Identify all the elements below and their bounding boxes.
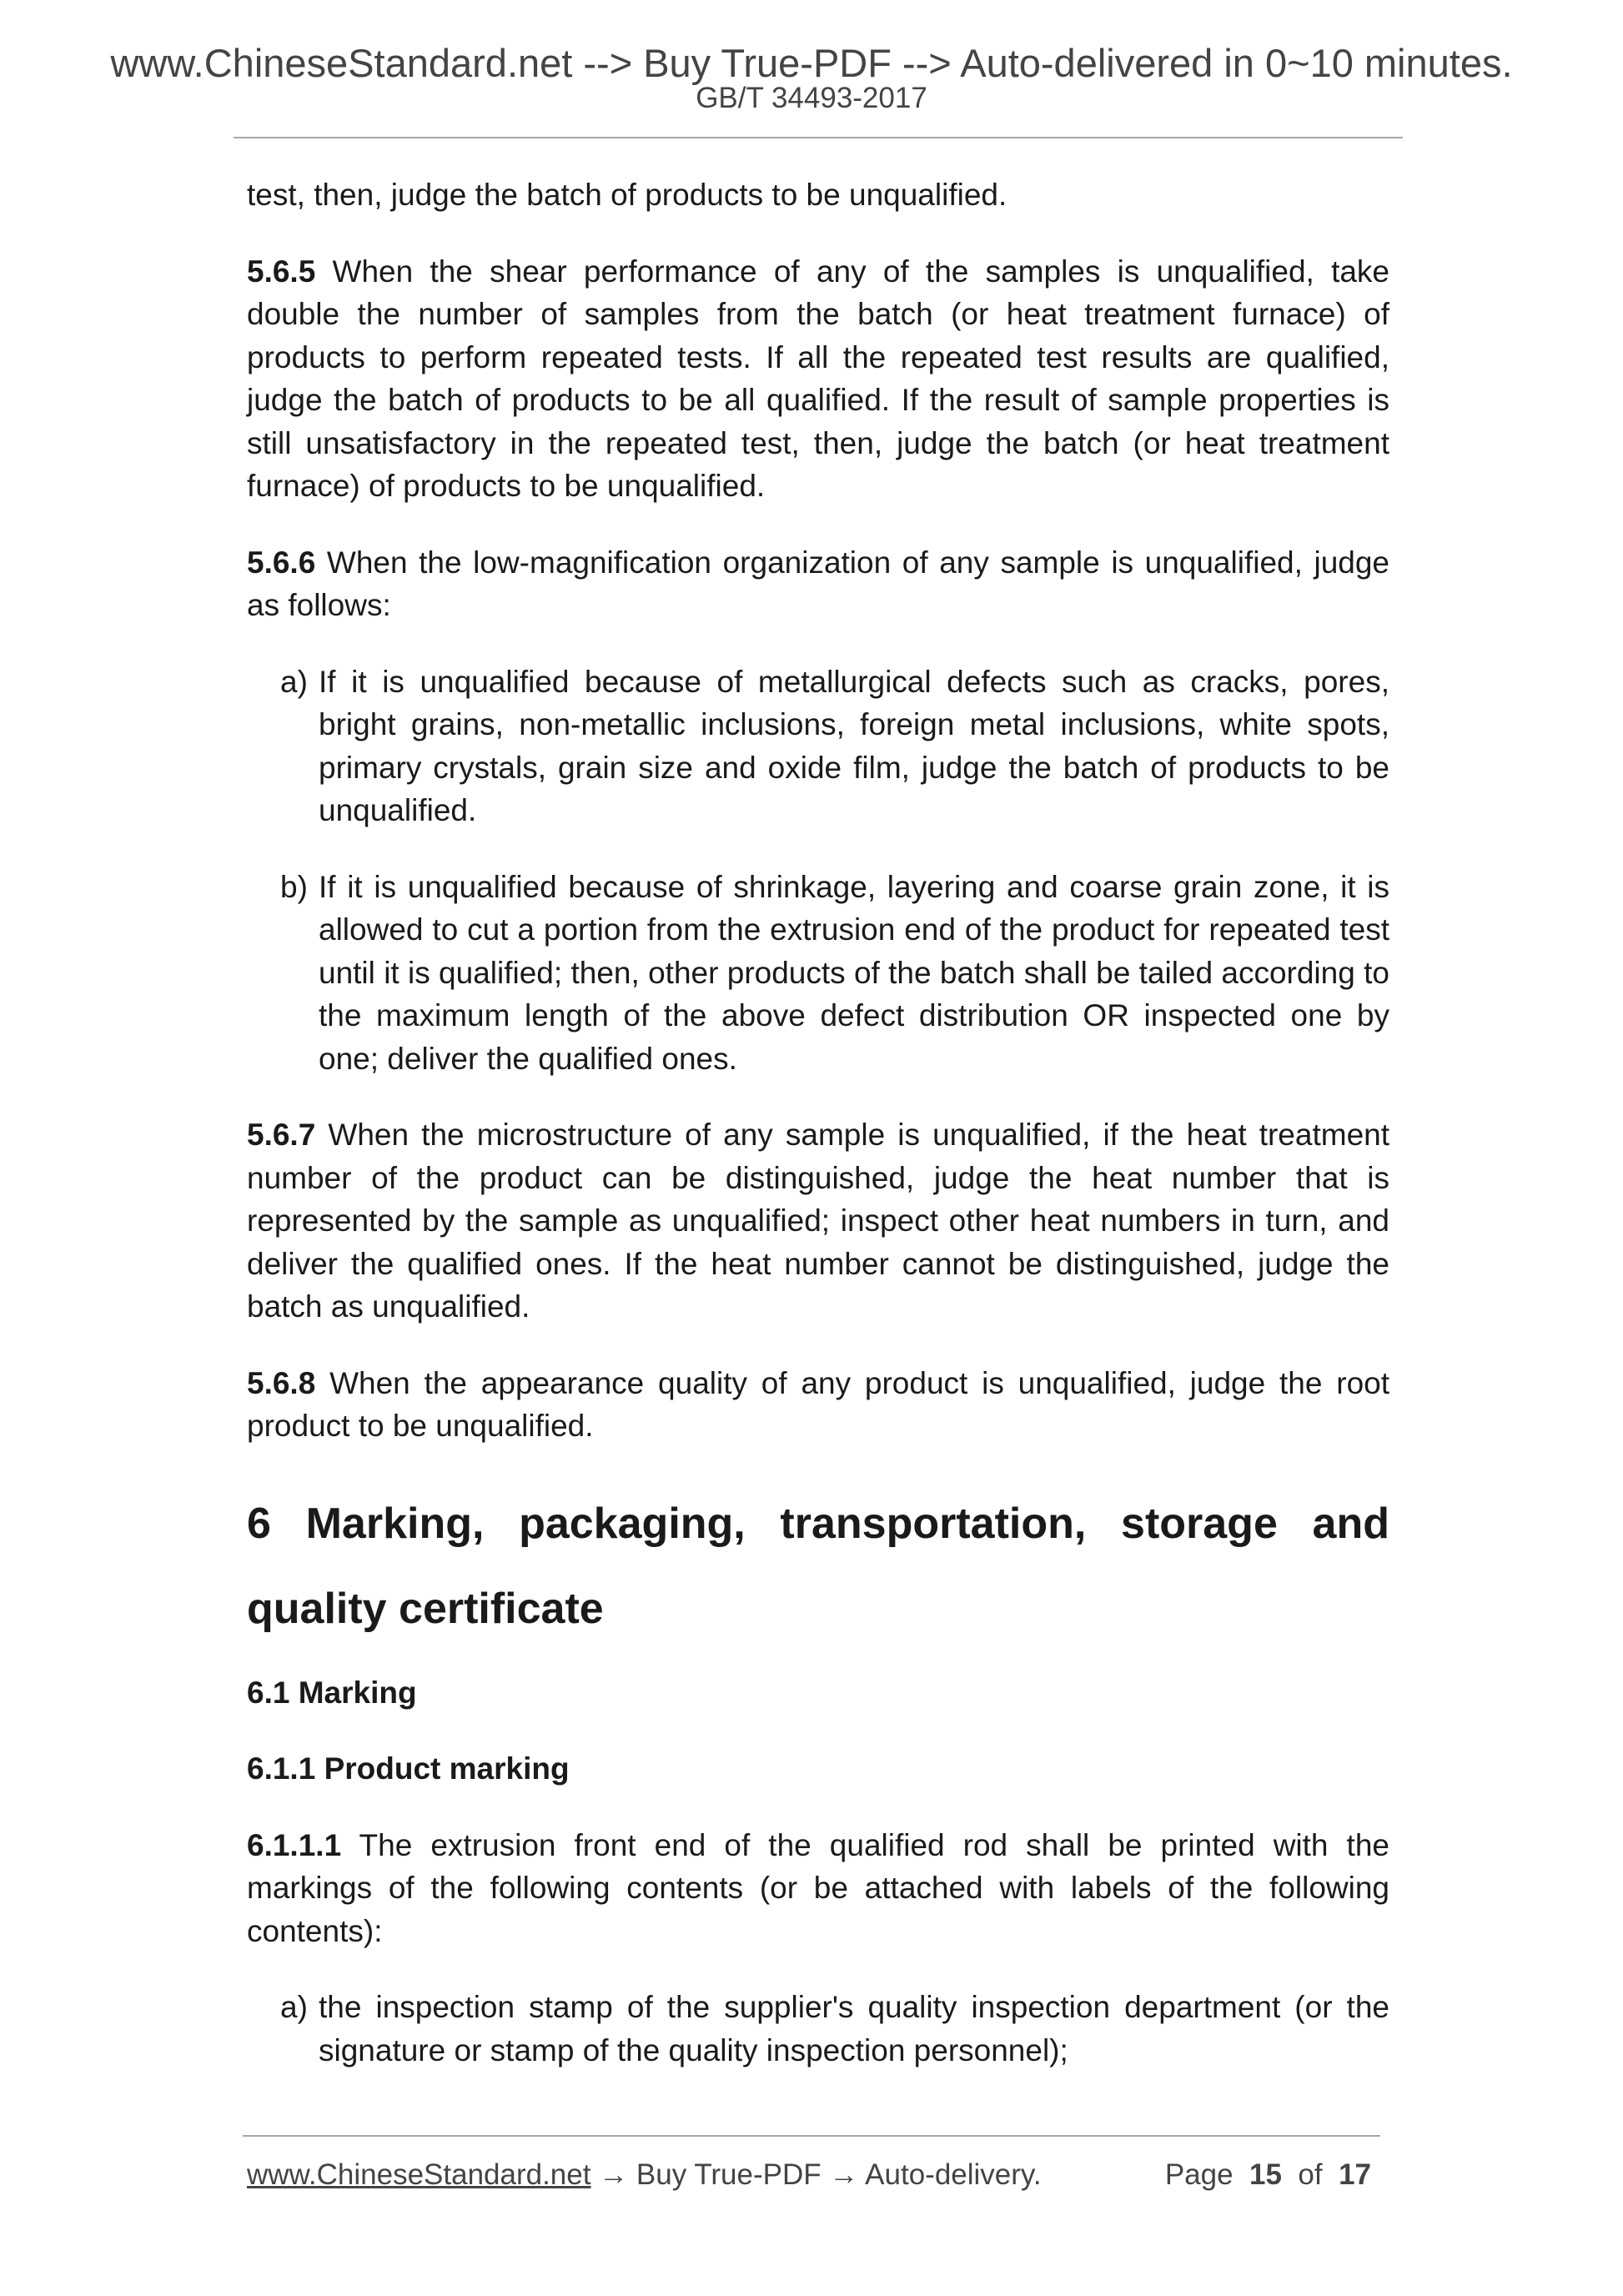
clause-text: The extrusion front end of the qualified rod shall be printed with the markings of the following contents (or be attached with labels of the following contents): [247,1827,1389,1948]
list-item [280,866,1389,1081]
clause-number: 5.6.7 [247,1118,316,1152]
clause-5-6-7 [247,1113,1389,1329]
footer-site-link[interactable]: www.ChineseStandard.net [247,2158,591,2191]
clause-number: 6.1.1.1 [247,1827,342,1862]
clause-5-6-5 [247,250,1389,508]
footer-delivery-text: → Auto-delivery. [829,2158,1042,2191]
page-content [247,173,1389,2105]
list-marker: a) [280,1990,308,2024]
page-indicator [1165,2158,1371,2192]
of-label: of [1298,2158,1323,2191]
clause-text: When the appearance quality of any product is unqualified, judge the root product to be unqualified. [247,1365,1390,1443]
page-footer [247,2158,1381,2192]
footer-divider [243,2135,1380,2137]
list-item [280,661,1389,832]
header-divider [234,137,1403,138]
footer-buy-text: → Buy True-PDF [590,2158,830,2191]
list-item-text: the inspection stamp of the supplier's quality inspection department (or the signature or stamp of the quality inspection personnel); [319,1990,1389,2067]
list-item-text: If it is unqualified because of shrinkage, layering and coarse grain zone, it is allowed to cut a portion from the extrusion end of the product for repeated test until it is qualified; then, other products of the batch shall be tailed according to the maximum length of the above defect distribution OR inspected one by one; deliver the qualified ones. [319,869,1389,1076]
section-heading-6-1-1: 6.1.1 Product marking [247,1751,570,1786]
page-number: 15 [1249,2158,1282,2191]
clause-number: 5.6.8 [247,1365,316,1400]
list-item-text: If it is unqualified because of metallurgical defects such as cracks, pores, bright grains, non-metallic inclusions, foreign metal inclusions, white spots, primary crystals, grain size and oxide film, judge the batch of products to be unqualified. [319,664,1389,827]
clause-text: When the microstructure of any sample is unqualified, if the heat treatment number of the product can be distinguished, judge the heat number that is represented by the sample as unqualified; inspect other heat numbers in turn, and deliver the qualified ones. If the heat number cannot be distinguished, judge the batch as unqualified. [247,1118,1389,1324]
clause-5-6-6 [247,541,1389,627]
page-label: Page [1164,2158,1234,2191]
clause-text: When the shear performance of any of the samples is unqualified, take double the number of samples from the batch (or heat treatment furnace) of products to perform repeated tests. If all the repeated test results are qualified, judge the batch of products to be all qualified. If the result of sample properties is still unsatisfactory in the repeated test, then, judge the batch (or heat treatment furnace) of products to be unqualified. [247,254,1390,503]
page-total: 17 [1339,2158,1371,2191]
list-marker: a) [280,664,308,699]
list-item [280,1986,1389,2072]
clause-6-1-1-1 [247,1824,1389,1953]
paragraph-continued: test, then, judge the batch of products to be unqualified. [247,178,1007,212]
clause-number: 5.6.5 [247,254,316,289]
clause-5-6-8 [247,1362,1389,1448]
header-banner: www.ChineseStandard.net --> Buy True-PDF --> Auto-delivered in 0~10 minutes. [110,41,1513,85]
section-heading-6-1: 6.1 Marking [247,1675,417,1710]
section-heading-6: 6 Marking, packaging, transportation, storage and quality certificate [247,1499,1389,1633]
clause-text: When the low-magnification organization of any sample is unqualified, judge as follows: [247,545,1390,622]
list-marker: b) [280,869,308,904]
standard-code: GB/T 34493-2017 [696,82,927,114]
clause-number: 5.6.6 [247,545,316,580]
